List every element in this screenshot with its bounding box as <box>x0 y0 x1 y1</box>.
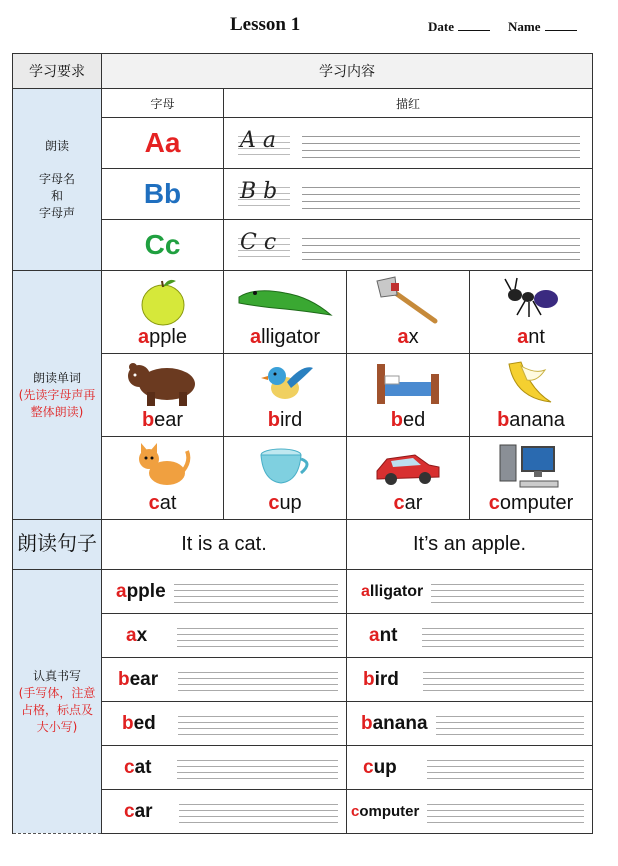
trace-model: B b <box>240 179 278 204</box>
letter-c: Cc <box>144 229 181 260</box>
banana-icon <box>501 358 561 410</box>
word-card <box>224 354 347 437</box>
writing-word: ant <box>369 624 398 646</box>
label-line: 朗读单词 <box>32 370 81 385</box>
writing-cell <box>102 746 347 790</box>
word-card <box>347 354 470 437</box>
word-label: car <box>393 492 423 514</box>
trace-subheader: 描红 <box>224 89 593 118</box>
writing-lines[interactable] <box>177 623 338 649</box>
ax-icon <box>373 275 443 327</box>
word-card <box>102 354 224 437</box>
letter-cell <box>102 220 224 271</box>
letters-subheader: 字母 <box>102 89 224 118</box>
writing-cell <box>347 570 593 614</box>
label-note: (先读字母声再整体朗读) <box>18 387 96 419</box>
letter-a: Aa <box>144 127 181 158</box>
word-label: apple <box>138 326 187 348</box>
writing-cell <box>347 790 593 834</box>
date-label: Date <box>428 19 454 34</box>
apple-icon <box>138 275 188 327</box>
section-sentences-label: 朗读句子 <box>13 520 102 570</box>
word-card <box>347 437 470 520</box>
bear-icon <box>123 358 203 410</box>
writing-word: bird <box>363 668 399 690</box>
writing-cell <box>102 790 347 834</box>
word-label: bear <box>141 409 184 431</box>
word-card <box>470 271 593 354</box>
label-line: 和 <box>50 188 63 203</box>
writing-cell <box>347 702 593 746</box>
cup-icon <box>255 441 315 493</box>
lesson-title: Lesson 1 <box>230 14 301 35</box>
writing-word: bear <box>118 668 159 690</box>
trace-model: A a <box>240 128 276 153</box>
word-card <box>224 271 347 354</box>
word-label: bird <box>267 409 303 431</box>
writing-cell <box>347 746 593 790</box>
word-card <box>347 271 470 354</box>
section-words-label <box>13 271 102 520</box>
trace-cell <box>224 169 593 220</box>
word-label: cup <box>268 492 302 514</box>
date-field <box>428 19 490 35</box>
label-line: 认真书写 <box>32 668 81 683</box>
bird-icon <box>255 358 315 410</box>
sentence-cell: It’s an apple. <box>347 520 593 570</box>
writing-word: car <box>124 800 153 822</box>
section-writing-label <box>13 570 102 834</box>
writing-word: banana <box>361 712 428 734</box>
writing-word: alligator <box>361 582 424 600</box>
computer-icon <box>498 441 564 493</box>
ant-icon <box>501 275 561 327</box>
writing-lines[interactable] <box>178 667 338 693</box>
writing-word: apple <box>116 580 166 602</box>
trace-cell <box>224 220 593 271</box>
writing-lines[interactable] <box>178 711 338 737</box>
writing-word: cat <box>124 756 152 778</box>
trace-cell <box>224 118 593 169</box>
cat-icon <box>133 441 193 493</box>
writing-cell <box>102 702 347 746</box>
word-label: computer <box>488 492 574 514</box>
label-line: 字母名 <box>38 171 75 186</box>
writing-word: bed <box>122 712 156 734</box>
word-card <box>470 437 593 520</box>
writing-cell <box>102 658 347 702</box>
writing-lines[interactable] <box>177 755 338 781</box>
label-line: 朗读 <box>44 138 69 153</box>
car-icon <box>373 441 443 493</box>
word-label: ax <box>397 326 419 348</box>
name-label: Name <box>508 19 541 34</box>
letter-cell <box>102 169 224 220</box>
writing-word: computer <box>351 803 420 820</box>
writing-lines[interactable] <box>302 130 580 158</box>
word-card <box>102 437 224 520</box>
word-label: cat <box>148 492 177 514</box>
writing-lines[interactable] <box>302 181 580 209</box>
name-blank <box>545 21 577 31</box>
alligator-icon <box>235 275 335 327</box>
section-letters-label <box>13 89 102 271</box>
requirement-header: 学习要求 <box>13 54 102 89</box>
writing-cell <box>102 614 347 658</box>
worksheet-header <box>0 14 618 40</box>
sentence-cell: It is a cat. <box>102 520 347 570</box>
word-label: banana <box>497 409 565 431</box>
word-label: ant <box>517 326 545 348</box>
writing-lines[interactable] <box>174 579 338 605</box>
writing-cell <box>102 570 347 614</box>
writing-lines[interactable] <box>436 711 584 737</box>
writing-lines[interactable] <box>302 232 580 260</box>
word-card <box>224 437 347 520</box>
date-blank <box>458 21 490 31</box>
label-note: (手写体，注意占格，标点及大小写) <box>18 685 96 734</box>
writing-lines[interactable] <box>427 755 584 781</box>
word-card <box>102 271 224 354</box>
writing-cell <box>347 614 593 658</box>
writing-lines[interactable] <box>179 799 338 825</box>
word-label: alligator <box>249 326 321 348</box>
letter-cell <box>102 118 224 169</box>
name-field <box>508 19 577 35</box>
label-line: 字母声 <box>38 205 75 220</box>
bed-icon <box>373 358 443 410</box>
writing-lines[interactable] <box>423 667 584 693</box>
trace-model: C c <box>240 230 277 255</box>
letter-b: Bb <box>143 178 182 209</box>
writing-lines[interactable] <box>431 579 584 605</box>
word-card <box>470 354 593 437</box>
lesson-table <box>12 53 593 834</box>
writing-word: ax <box>126 624 148 646</box>
writing-cell <box>347 658 593 702</box>
writing-lines[interactable] <box>422 623 584 649</box>
writing-word: cup <box>363 756 397 778</box>
content-header: 学习内容 <box>102 54 593 89</box>
writing-lines[interactable] <box>427 799 584 825</box>
word-label: bed <box>390 409 426 431</box>
